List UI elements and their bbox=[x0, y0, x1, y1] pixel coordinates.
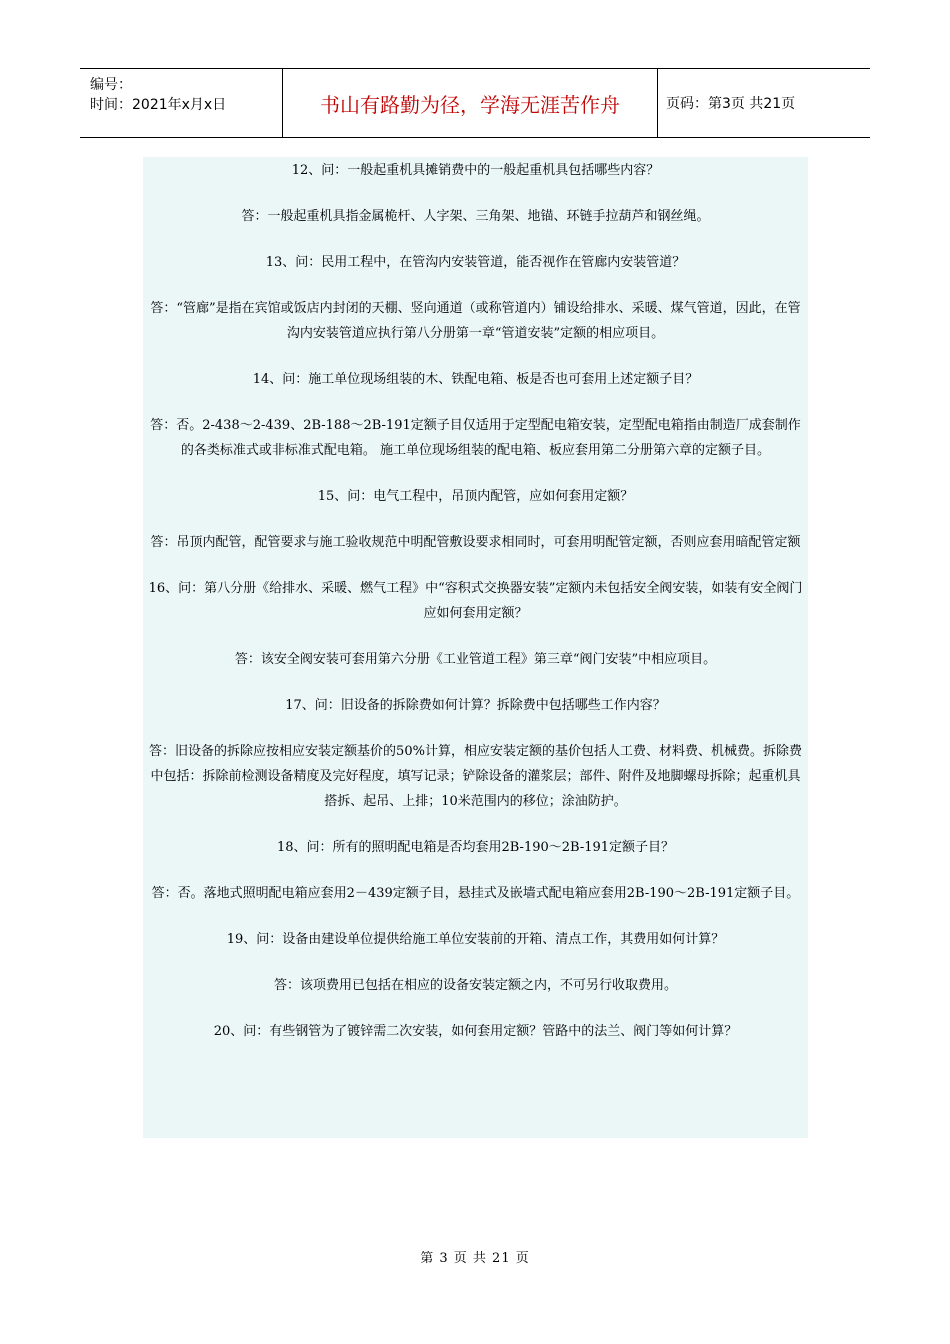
question-13: 13、问：民用工程中，在管沟内安装管道，能否视作在管廊内安装管道？ bbox=[265, 255, 686, 270]
page-footer: 第 3 页 共 21 页 bbox=[420, 1251, 530, 1266]
question-15: 15、问：电气工程中，吊顶内配管，应如何套用定额？ bbox=[317, 489, 634, 504]
qa-content-block bbox=[143, 157, 808, 1138]
answer-16: 答：该安全阀安装可套用第六分册《工业管道工程》第三章“阀门安装”中相应项目。 bbox=[234, 652, 717, 667]
question-12: 12、问：一般起重机具摊销费中的一般起重机具包括哪些内容？ bbox=[291, 163, 660, 178]
document-time-label: 时间：2021年x月x日 bbox=[90, 97, 227, 113]
question-16: 16、问：第八分册《给排水、采暖、燃气工程》中“容积式交换器安装”定额内未包括安全阀安装，如装有安全阀门应如何套用定额？ bbox=[148, 581, 803, 621]
page-header bbox=[80, 68, 870, 138]
answer-12: 答：一般起重机具指金属桅杆、人字架、三角架、地锚、环链手拉葫芦和钢丝绳。 bbox=[241, 209, 710, 224]
header-motto: 书山有路勤为径，学海无涯苦作舟 bbox=[282, 69, 658, 137]
document-number-label: 编号： bbox=[90, 77, 132, 93]
question-18: 18、问：所有的照明配电箱是否均套用2B-190～2B-191定额子目？ bbox=[276, 840, 675, 855]
header-page-info: 页码：第3页 共21页 bbox=[666, 96, 796, 112]
header-meta bbox=[80, 69, 282, 137]
question-14: 14、问：施工单位现场组装的木、铁配电箱、板是否也可套用上述定额子目？ bbox=[252, 372, 699, 387]
question-20: 20、问：有些钢管为了镀锌需二次安装，如何套用定额？管路中的法兰、阀门等如何计算？ bbox=[213, 1024, 738, 1039]
answer-17: 答：旧设备的拆除应按相应安装定额基价的50%计算，相应安装定额的基价包括人工费、材料费、机械费。拆除费中包括：拆除前检测设备精度及完好程度，填写记录；铲除设备的灌浆层；部件、附件及地脚螺母拆除；起重机具搭拆、起吊、上排；10米范围内的移位；涂油防护。 bbox=[149, 744, 802, 809]
answer-13: 答：“管廊”是指在宾馆或饭店内封闭的天棚、竖向通道（或称管道内）铺设给排水、采暖、煤气管道，因此，在管沟内安装管道应执行第八分册第一章“管道安装”定额的相应项目。 bbox=[150, 301, 801, 341]
answer-18: 答：否。落地式照明配电箱应套用2－439定额子目，悬挂式及嵌墙式配电箱应套用2B-190～2B-191定额子目。 bbox=[151, 886, 800, 901]
question-19: 19、问：设备由建设单位提供给施工单位安装前的开箱、清点工作，其费用如何计算？ bbox=[226, 932, 725, 947]
question-17: 17、问：旧设备的拆除费如何计算？拆除费中包括哪些工作内容？ bbox=[285, 698, 666, 713]
answer-15: 答：吊顶内配管，配管要求与施工验收规范中明配管敷设要求相同时，可套用明配管定额，否则应套用暗配管定额 bbox=[150, 535, 801, 550]
answer-19: 答：该项费用已包括在相应的设备安装定额之内，不可另行收取费用。 bbox=[273, 978, 677, 993]
answer-14: 答：否。2-438～2-439、2B-188～2B-191定额子目仅适用于定型配电箱安装，定型配电箱指由制造厂成套制作的各类标准式或非标准式配电箱。 施工单位现场组装的配电箱、板应套用第二分册第六章的定额子目。 bbox=[150, 418, 801, 458]
